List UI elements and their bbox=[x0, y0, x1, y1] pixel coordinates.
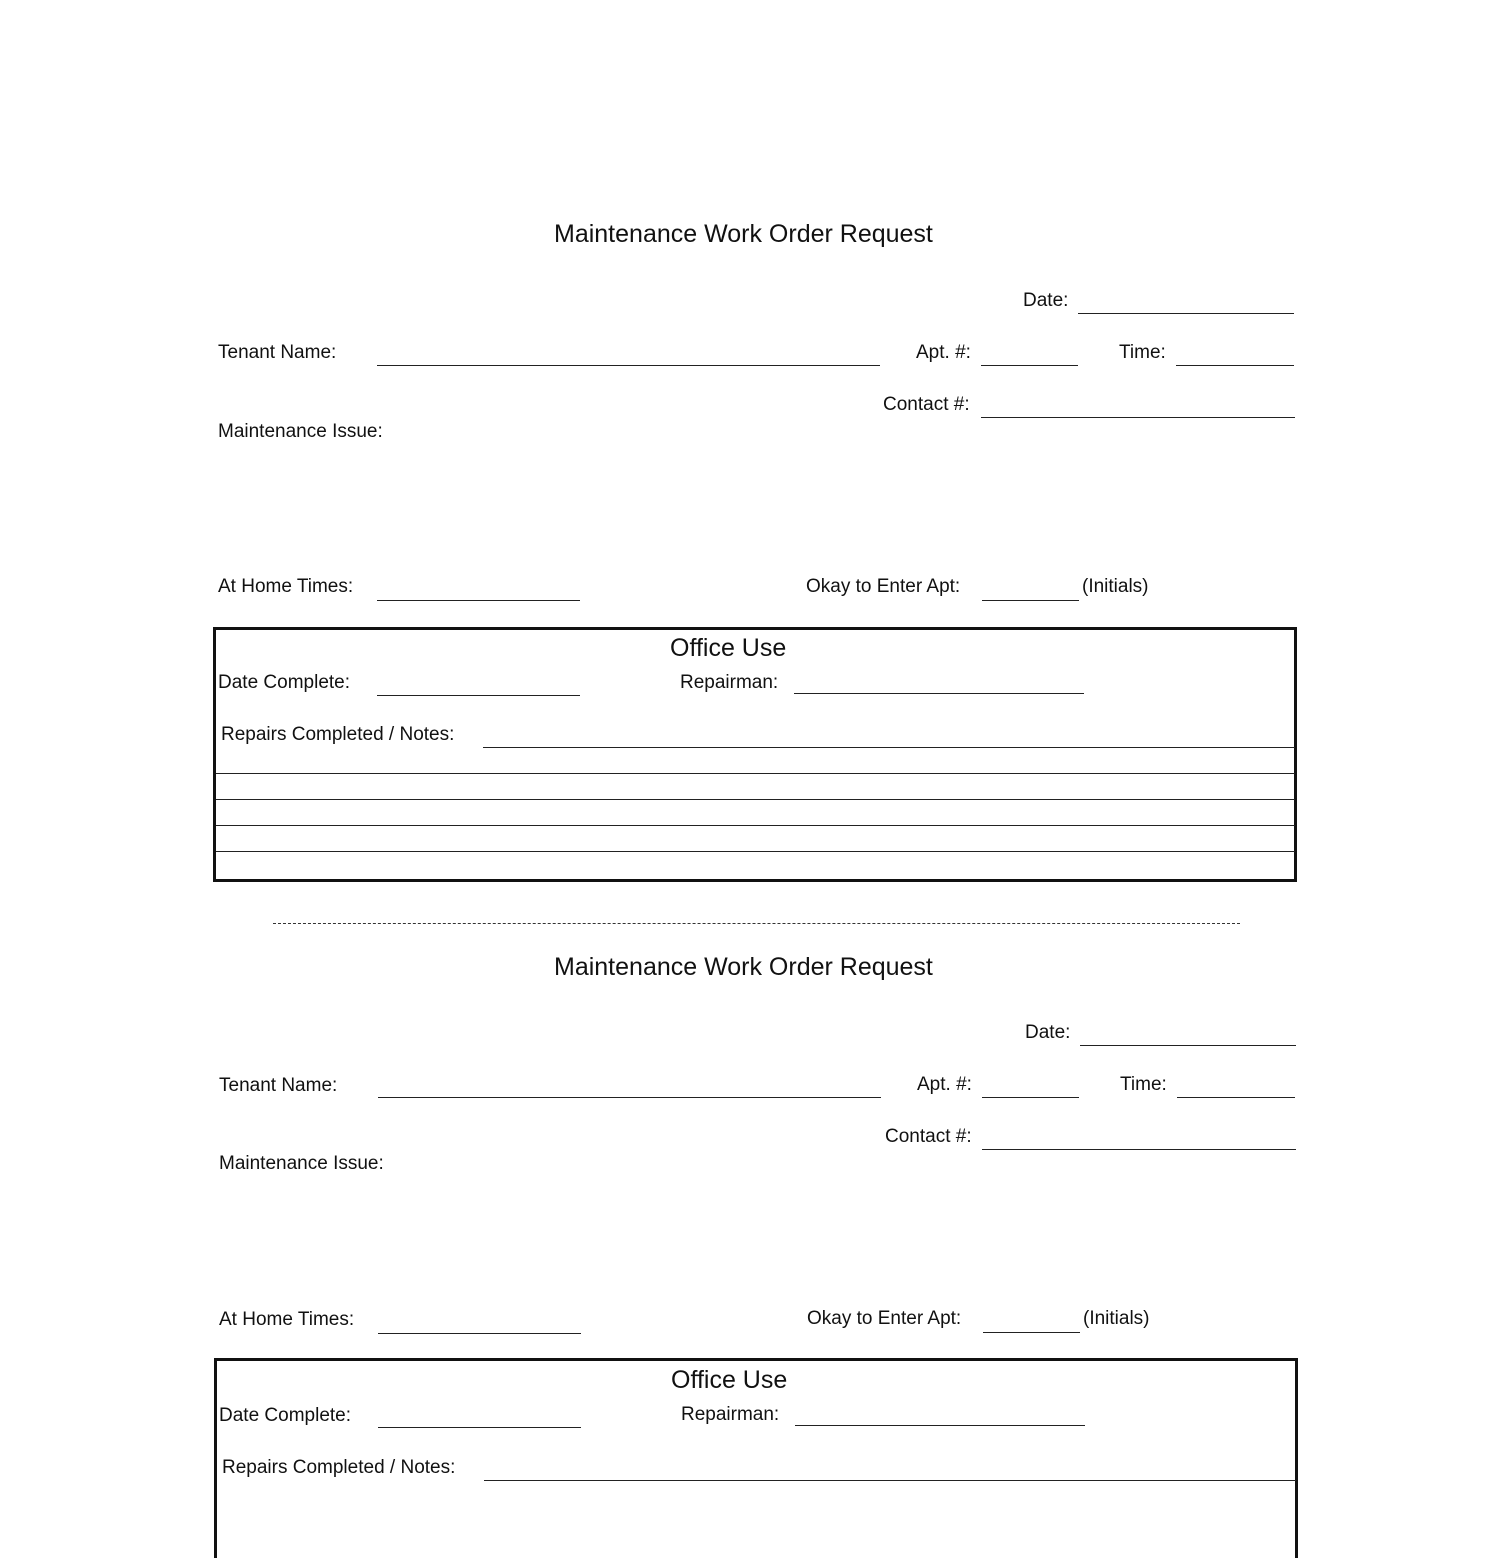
repairman-label: Repairman: bbox=[681, 1404, 780, 1425]
time-label: Time: bbox=[1119, 342, 1166, 363]
home-times-field[interactable] bbox=[378, 1333, 581, 1334]
okay-to-enter-field[interactable] bbox=[983, 1332, 1080, 1333]
contact-field[interactable] bbox=[982, 1149, 1296, 1150]
notes-line-4[interactable] bbox=[216, 825, 1295, 826]
initials-label: (Initials) bbox=[1082, 576, 1149, 597]
apt-field[interactable] bbox=[982, 1097, 1079, 1098]
okay-to-enter-field[interactable] bbox=[982, 600, 1079, 601]
initials-label: (Initials) bbox=[1083, 1308, 1150, 1329]
repairs-notes-label: Repairs Completed / Notes: bbox=[222, 1457, 456, 1478]
contact-field[interactable] bbox=[981, 417, 1295, 418]
tenant-name-label: Tenant Name: bbox=[219, 1075, 338, 1096]
contact-label: Contact #: bbox=[885, 1126, 972, 1147]
date-complete-field[interactable] bbox=[378, 1427, 581, 1428]
repairman-label: Repairman: bbox=[680, 672, 779, 693]
time-field[interactable] bbox=[1177, 1097, 1295, 1098]
okay-to-enter-label: Okay to Enter Apt: bbox=[806, 576, 961, 597]
maintenance-issue-area[interactable] bbox=[219, 1182, 1295, 1292]
repairs-notes-label: Repairs Completed / Notes: bbox=[221, 724, 455, 745]
home-times-label: At Home Times: bbox=[218, 576, 354, 597]
tenant-name-label: Tenant Name: bbox=[218, 342, 337, 363]
date-field[interactable] bbox=[1080, 1045, 1296, 1046]
time-field[interactable] bbox=[1176, 365, 1294, 366]
date-complete-field[interactable] bbox=[377, 695, 580, 696]
date-complete-label: Date Complete: bbox=[219, 1405, 352, 1426]
date-label: Date: bbox=[1023, 290, 1069, 311]
apt-label: Apt. #: bbox=[916, 342, 971, 363]
form-title: Maintenance Work Order Request bbox=[554, 953, 933, 981]
time-label: Time: bbox=[1120, 1074, 1167, 1095]
cut-line-divider bbox=[273, 923, 1240, 924]
notes-line-3[interactable] bbox=[216, 799, 1295, 800]
maintenance-issue-area[interactable] bbox=[218, 450, 1294, 560]
notes-line-1[interactable] bbox=[484, 1480, 1296, 1481]
apt-label: Apt. #: bbox=[917, 1074, 972, 1095]
maintenance-issue-label: Maintenance Issue: bbox=[218, 421, 383, 442]
home-times-label: At Home Times: bbox=[219, 1309, 355, 1330]
date-complete-label: Date Complete: bbox=[218, 672, 351, 693]
office-use-box bbox=[213, 627, 1297, 882]
office-use-title: Office Use bbox=[670, 634, 787, 662]
contact-label: Contact #: bbox=[883, 394, 970, 415]
notes-line-1[interactable] bbox=[483, 747, 1295, 748]
form-title: Maintenance Work Order Request bbox=[554, 220, 933, 248]
office-use-title: Office Use bbox=[671, 1366, 788, 1394]
tenant-name-field[interactable] bbox=[378, 1097, 881, 1098]
maintenance-issue-label: Maintenance Issue: bbox=[219, 1153, 384, 1174]
okay-to-enter-label: Okay to Enter Apt: bbox=[807, 1308, 962, 1329]
tenant-name-field[interactable] bbox=[377, 365, 880, 366]
date-field[interactable] bbox=[1078, 313, 1294, 314]
date-label: Date: bbox=[1025, 1022, 1071, 1043]
notes-line-2[interactable] bbox=[216, 773, 1295, 774]
repairman-field[interactable] bbox=[794, 693, 1084, 694]
repairman-field[interactable] bbox=[795, 1425, 1085, 1426]
apt-field[interactable] bbox=[981, 365, 1078, 366]
home-times-field[interactable] bbox=[377, 600, 580, 601]
notes-line-5[interactable] bbox=[216, 851, 1295, 852]
